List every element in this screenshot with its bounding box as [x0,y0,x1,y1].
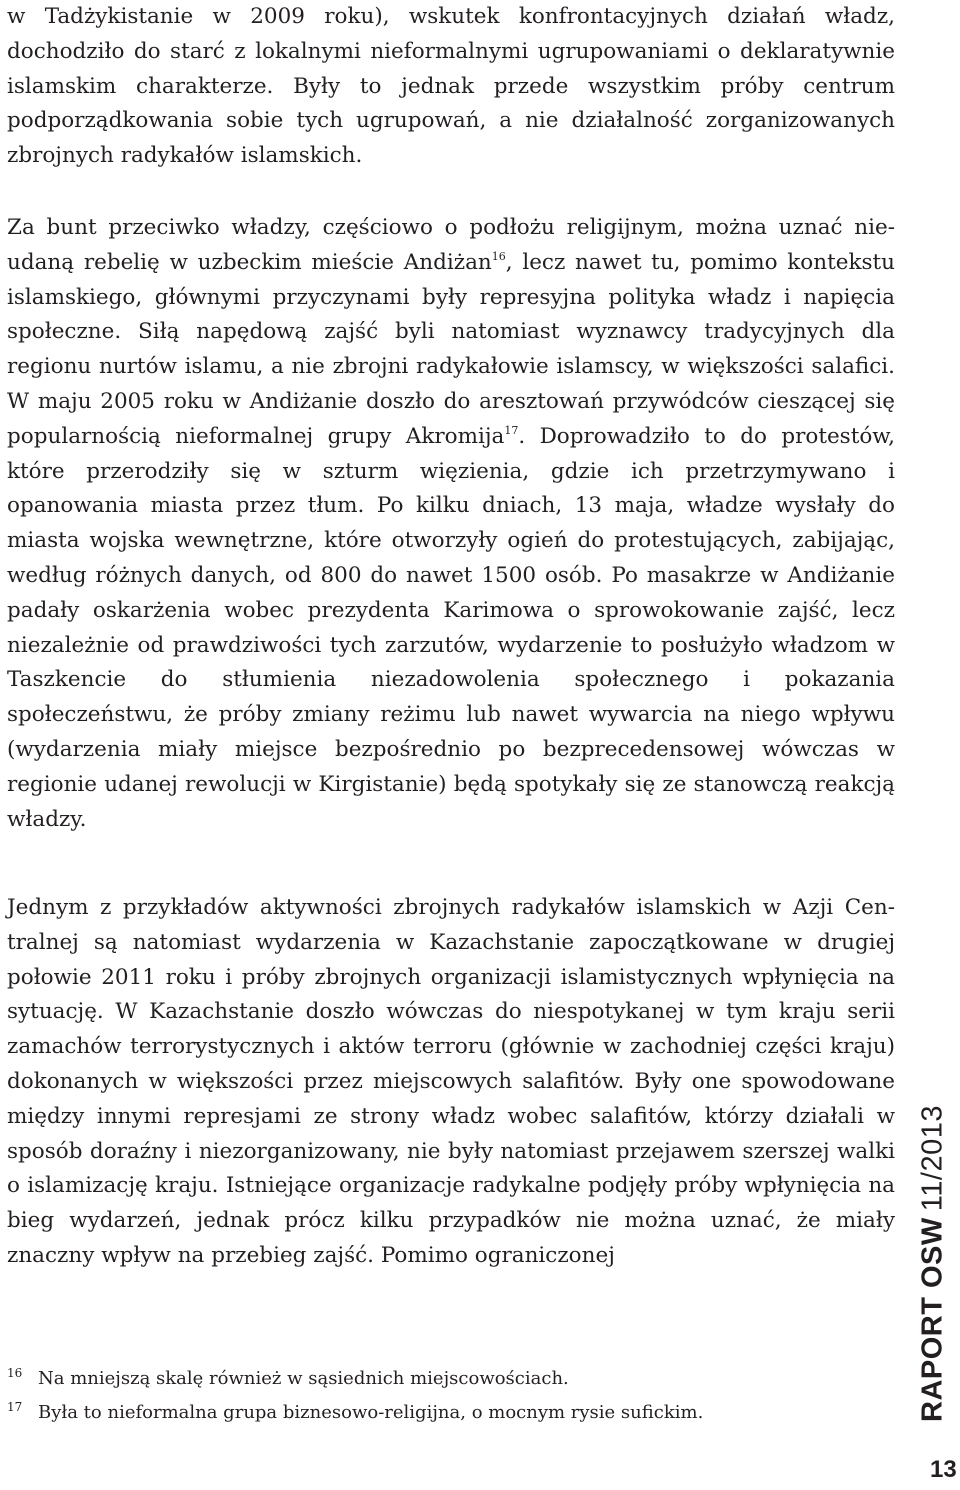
body-paragraph-1: w Tadżykistanie w 2009 roku), wskutek konfrontacyjnych działań władz, dochodziło do starć z lokalnymi nieformalnymi ugrupowaniami o deklaratywnie islamskim charakterze. Były to jednak przede wszystkim próby centrum podporządkowania sobie tych ugrupowań, a nie działalność zorganizowanych zbrojnych radykałów islamskich. [7,4,895,169]
page-number: 13 [930,1456,957,1483]
footnotes [7,1362,887,1430]
footnote-17 [7,1396,887,1430]
publication-issue: 11/2013 [916,1105,949,1212]
footnote-16 [7,1362,887,1396]
footnote-text: Była to nieformalna grupa biznesowo-religijna, o mocnym rysie sufickim. [38,1402,704,1423]
footnote-number: 17 [7,1400,23,1414]
paragraph-2-text-c: . Doprowadziło to do protestów, które przerodziły się w szturm więzienia, gdzie ich przetrzymywano i opanowania miasta przez tłum. Po kilku dniach, 13 maja, władze wysłały do miasta wojska wewnętrzne, które otworzyły ogień do protestujących, zabijając, według różnych danych, od 800 do nawet 1500 osób. Po masakrze w Andiżanie padały oskarżenia wobec prezydenta Karimowa o sprowokowanie zajść, lecz niezależnie od prawdziwości tych zarzutów, wydarzenie to posłużyło władzom w Taszkencie do stłumienia niezadowolenia społecznego i pokazania społeczeństwu, że próby zmiany reżimu lub nawet wywarcia na niego wpływu (wydarzenia miały miejsce bezpośrednio po bezprecedensowej wówczas w regionie udanej rewolucji w Kirgistanie) będą spotykały się ze stanowczą reakcją władzy. [7,423,895,832]
publication-brand: RAPORT OSW [916,1217,949,1422]
footnote-ref-17: 17 [504,423,519,437]
footnote-number: 16 [7,1366,23,1380]
footnote-ref-16: 16 [491,249,506,263]
publication-label [917,1105,950,1422]
running-header-sidebar [906,1105,960,1422]
body-paragraph-2 [7,211,895,837]
paragraph-2-text-a: Za bunt przeciwko władzy, częściowo o podłożu religijnym, można uznać nieudaną rebelię w uzbeckim mieście Andiżan [7,215,895,275]
body-paragraph-3: Jednym z przykładów aktywności zbrojnych radykałów islamskich w Azji Centralnej są natomiast wydarzenia w Kazachstanie zapoczątkowane w drugiej połowie 2011 roku i próby zbrojnych organizacji islamistycznych wpłynięcia na sytuację. W Kazachstanie doszło wówczas do niespotykanej w tym kraju serii zamachów terrorystycznych i aktów terroru (głównie w zachodniej części kraju) dokonanych w większości przez miejscowych salafitów. Były one spowodowane między innymi represjami ze strony władz wobec salafitów, którzy działali w sposób doraźny i niezorganizowany, nie były natomiast przejawem szerszej walki o islamizację kraju. Istniejące organizacje radykalne podjęły próby wpłynięcia na bieg wydarzeń, jednak prócz kilku przypadków nie można uznać, że miały znaczny wpływ na przebieg zajść. Pomimo ograniczonej [7,895,895,1268]
paragraph-2-text-b: , lecz nawet tu, pomimo kontekstu islamskiego, głównymi przyczynami były represyjna polityka władz i napięcia społeczne. Siłą napędową zajść byli natomiast wyznawcy tradycyjnych dla regionu nurtów islamu, a nie zbrojni radykałowie islamscy, w większości salafici. W maju 2005 roku w Andiżanie doszło do aresztowań przywódców cieszącej się popularnością nieformalnej grupy Akromija [7,249,895,449]
footnote-text: Na mniejszą skalę również w sąsiednich miejscowościach. [38,1368,569,1389]
